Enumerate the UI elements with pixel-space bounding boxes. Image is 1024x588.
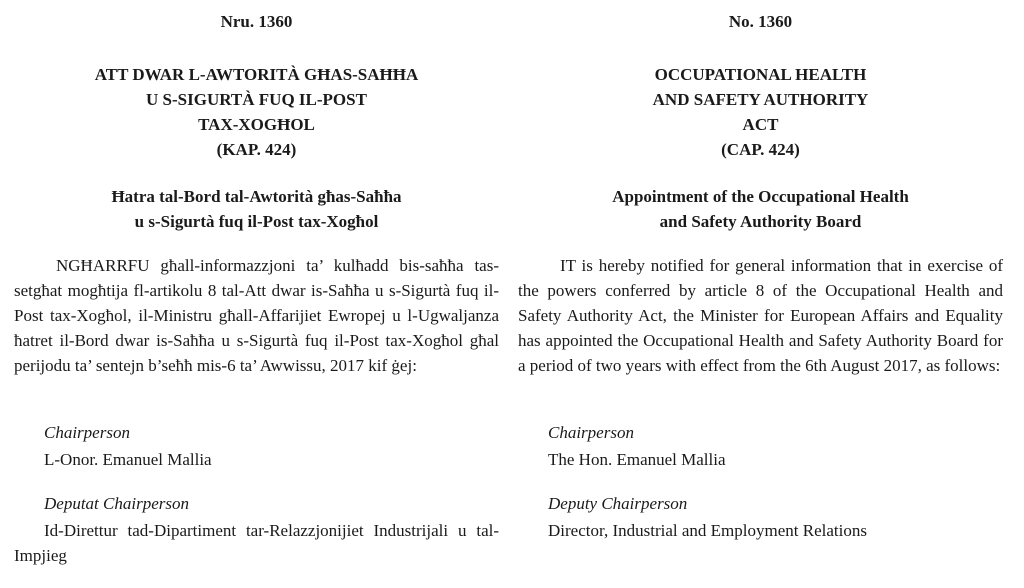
member-name: L-Onor. Emanuel Mallia bbox=[44, 450, 212, 469]
act-title-line: AND SAFETY AUTHORITY bbox=[652, 90, 869, 109]
act-title-line: ACT bbox=[742, 115, 779, 134]
role-label: Deputy Chairperson bbox=[548, 494, 688, 513]
subtitle-line: Appointment of the Occupational Health bbox=[612, 187, 909, 206]
notice-number: No. 1360 bbox=[728, 12, 793, 31]
subtitle-line: Ħatra tal-Bord tal-Awtorità għas-Saħħa bbox=[111, 187, 402, 206]
role-label: Deputat Chairperson bbox=[44, 494, 189, 513]
subtitle-line: u s-Sigurtà fuq il-Post tax-Xogħol bbox=[134, 212, 379, 231]
member-name: Id-Direttur tad-Dipartiment tar-Relazzjonijiet Industrijali u tal-Impjieg bbox=[14, 521, 499, 565]
notice-subtitle bbox=[14, 184, 499, 234]
act-title bbox=[14, 62, 499, 162]
notice-body bbox=[14, 253, 499, 378]
act-title-line: (CAP. 424) bbox=[721, 140, 800, 159]
member-name: Director, Industrial and Employment Relations bbox=[548, 521, 867, 540]
act-title-line: (KAP. 424) bbox=[216, 140, 297, 159]
role-label: Chairperson bbox=[548, 423, 634, 442]
act-title-line: TAX-XOGĦOL bbox=[198, 115, 315, 134]
body-paragraph: NGĦARRFU għall-informazzjoni ta’ kulħadd bis-saħħa tas-setgħat mogħtija fl-artikolu 8 tal-Att dwar is-Saħħa u s-Sigurtà fuq il-Post tax-Xogħol, il-Ministru għall-Affarijiet Ewropej u l-Ugwaljanza ħatret il-Bord dwar is-Saħħa u s-Sigurtà fuq il-Post tax-Xogħol għal perijodu ta’ sentejn b’seħħ mis-6 ta’ Awwissu, 2017 kif ġej: bbox=[14, 256, 499, 375]
subtitle-line: and Safety Authority Board bbox=[659, 212, 862, 231]
member-name: The Hon. Emanuel Mallia bbox=[548, 450, 726, 469]
body-paragraph: IT is hereby notified for general information that in exercise of the powers conferred by article 8 of the Occupational Health and Safety Authority Act, the Minister for European Affairs and Equality has appointed the Occupational Health and Safety Authority Board for a period of two years with effect from the 6th August 2017, as follows: bbox=[518, 256, 1003, 375]
role-label: Chairperson bbox=[44, 423, 130, 442]
notice-number: Nru. 1360 bbox=[220, 12, 293, 31]
notice-subtitle bbox=[518, 184, 1003, 234]
act-title-line: U S-SIGURTÀ FUQ IL-POST bbox=[146, 90, 367, 109]
act-title-line: OCCUPATIONAL HEALTH bbox=[654, 65, 867, 84]
act-title bbox=[518, 62, 1003, 162]
notice-body bbox=[518, 253, 1003, 378]
act-title-line: ATT DWAR L-AWTORITÀ GĦAS-SAĦĦA bbox=[94, 65, 419, 84]
